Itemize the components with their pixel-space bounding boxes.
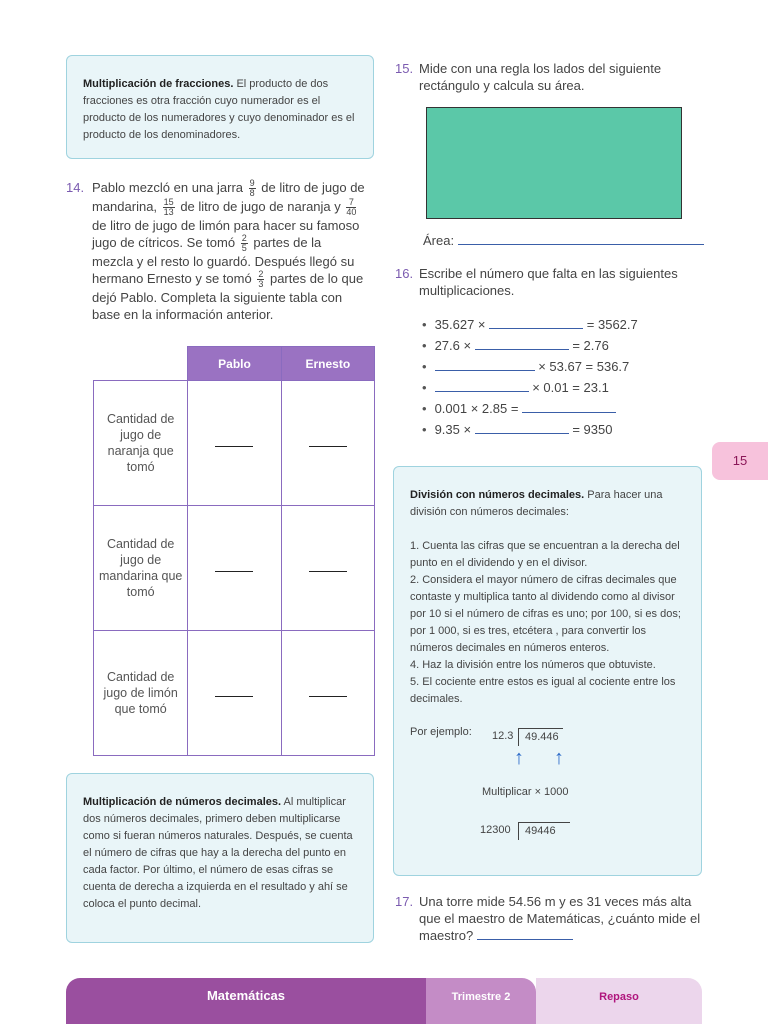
expr-right: × 0.01 = 23.1 — [532, 380, 609, 395]
example — [410, 718, 691, 848]
expr-left: 27.6 × — [434, 338, 472, 353]
answer-cell-pablo-mandarina[interactable] — [188, 506, 281, 631]
new-dividend: 49446 — [518, 822, 570, 840]
info-box-text: Al multiplicar dos números decimales, primero deben multiplicarse como si fueran números naturales. Después, se cuenta el número de cifras que hay a la derecha del punto en cada factor. Por último, el número de esas cifras se cuenta de derecha a izquierda en el resultado y ahí se coloca el punto decimal. — [83, 796, 353, 910]
answer-line — [309, 446, 347, 447]
arrow-up-icon: ↑ — [514, 747, 524, 769]
arrow-up-icon: ↑ — [554, 747, 564, 769]
table-row — [94, 631, 375, 756]
answer-cell-ernesto-limon[interactable] — [281, 631, 374, 756]
question-16 — [395, 265, 695, 299]
answer-blank[interactable] — [475, 433, 569, 434]
row-label: Cantidad de jugo de limón que tomó — [94, 631, 188, 756]
new-divisor: 12300 — [480, 824, 511, 836]
expr-right: = 2.76 — [572, 338, 609, 353]
answer-blank[interactable] — [435, 370, 535, 371]
answer-cell-pablo-naranja[interactable] — [188, 381, 281, 506]
question-text: partes de lo que dejó Pablo. Completa la siguiente tabla con base en la información anterior. — [92, 271, 364, 323]
answer-cell-pablo-limon[interactable] — [188, 631, 281, 756]
question-text: de litro de jugo de limón para hacer su famoso jugo de cítricos. Se tomó — [92, 218, 360, 251]
dividend: 49.446 — [518, 728, 563, 746]
list-item — [422, 377, 702, 398]
table-row — [94, 506, 375, 631]
fraction-2-3: $\frac{2}{3}$ — [258, 269, 264, 290]
info-box-title: Multiplicación de fracciones. — [83, 78, 234, 90]
info-box-title: División con números decimales. — [410, 489, 585, 501]
footer-term: Trimestre 2 — [426, 978, 536, 1024]
question-number: 14. — [66, 180, 85, 195]
answer-line — [215, 446, 253, 447]
question-number: 16. — [395, 266, 414, 281]
table-row — [94, 381, 375, 506]
answer-line — [215, 696, 253, 697]
question-text: de litro de jugo de mandarina, — [92, 180, 365, 215]
expr-left: 35.627 × — [434, 317, 486, 332]
info-box-decimal-division — [393, 466, 702, 876]
footer-section: Repaso — [536, 978, 702, 1024]
answer-blank[interactable] — [435, 391, 529, 392]
divisor: 12.3 — [492, 730, 514, 742]
question-14 — [66, 179, 366, 323]
area-answer-line[interactable] — [458, 244, 704, 245]
expr-right: = 9350 — [572, 422, 613, 437]
expr-left: 9.35 × — [434, 422, 472, 437]
table-header-row — [94, 347, 375, 381]
answer-blank[interactable] — [475, 349, 569, 350]
multiplication-list — [422, 314, 702, 440]
info-box-fraction-multiplication — [66, 55, 374, 159]
juice-table — [93, 346, 375, 756]
question-text: Una torre mide 54.56 m y es 31 veces más alta que el maestro de Matemáticas, ¿cuánto mide el maestro? — [419, 894, 701, 943]
info-box-title: Multiplicación de números decimales. — [83, 796, 282, 808]
step-item: 5. El cociente entre estos es igual al cociente entre los decimales. — [410, 676, 676, 705]
question-text: Escribe el número que falta en las siguientes multiplicaciones. — [419, 266, 678, 298]
page-number-tab: 15 — [712, 442, 768, 480]
row-label: Cantidad de jugo de naranja que tomó — [94, 381, 188, 506]
green-rectangle — [426, 107, 682, 219]
area-answer — [423, 232, 704, 249]
answer-line — [309, 696, 347, 697]
question-15 — [395, 60, 695, 94]
question-number: 17. — [395, 894, 414, 909]
question-text: Pablo mezcló en una jarra — [92, 180, 244, 195]
list-item — [422, 398, 702, 419]
info-box-text: El producto de dos fracciones es otra fracción cuyo numerador es el producto de los numeradores y cuyo denominador es el producto de los denominadores. — [83, 78, 355, 141]
fraction-2-5: $\frac{2}{5}$ — [241, 233, 247, 254]
answer-blank[interactable] — [489, 328, 583, 329]
table-header-ernesto: Ernesto — [281, 347, 374, 381]
question-number: 15. — [395, 61, 414, 76]
list-item — [422, 314, 702, 335]
expr-left: 0.001 × 2.85 = — [434, 401, 519, 416]
question-text: Mide con una regla los lados del siguiente rectángulo y calcula su área. — [419, 61, 662, 93]
step-item: 2. Considera el mayor número de cifras decimales que contaste y multiplica tanto al dividendo como al divisor por 10 si el número de cifras es uno; por 100, si es dos; por 1 000, si es tres, etcétera , para convertir los números decimales en números enteros. — [410, 574, 681, 654]
fraction-9-8: $\frac{9}{8}$ — [249, 178, 255, 199]
fraction-15-13: $\frac{15}{13}$ — [163, 197, 174, 218]
expr-right: × 53.67 = 536.7 — [538, 359, 630, 374]
list-item — [422, 356, 702, 377]
expr-right: = 3562.7 — [586, 317, 638, 332]
info-box-intro: Para hacer una división con números decimales: — [410, 489, 663, 518]
table-corner — [94, 347, 188, 381]
answer-blank[interactable] — [477, 939, 573, 940]
step-item: 1. Cuenta las cifras que se encuentran a la derecha del punto en el dividendo y en el divisor. — [410, 540, 680, 569]
question-text: partes de la mezcla y el resto lo guardó. Después llegó su hermano Ernesto y se tomó — [92, 235, 355, 287]
answer-blank[interactable] — [522, 412, 616, 413]
fraction-7-40: $\frac{7}{40}$ — [346, 197, 357, 218]
page-footer — [66, 978, 702, 1024]
question-17 — [395, 893, 703, 944]
table-header-pablo: Pablo — [188, 347, 281, 381]
question-text: de litro de jugo de naranja y — [180, 199, 341, 215]
list-item — [422, 335, 702, 356]
answer-cell-ernesto-naranja[interactable] — [281, 381, 374, 506]
info-box-decimal-multiplication — [66, 773, 374, 943]
answer-cell-ernesto-mandarina[interactable] — [281, 506, 374, 631]
example-label: Por ejemplo: — [410, 726, 472, 738]
multiply-label: Multiplicar × 1000 — [482, 786, 569, 798]
answer-line — [309, 571, 347, 572]
answer-line — [215, 571, 253, 572]
list-item — [422, 419, 702, 440]
area-label: Área: — [423, 233, 455, 248]
row-label: Cantidad de jugo de mandarina que tomó — [94, 506, 188, 631]
footer-subject: Matemáticas — [66, 978, 426, 1024]
step-item: 4. Haz la división entre los números que obtuviste. — [410, 659, 656, 671]
